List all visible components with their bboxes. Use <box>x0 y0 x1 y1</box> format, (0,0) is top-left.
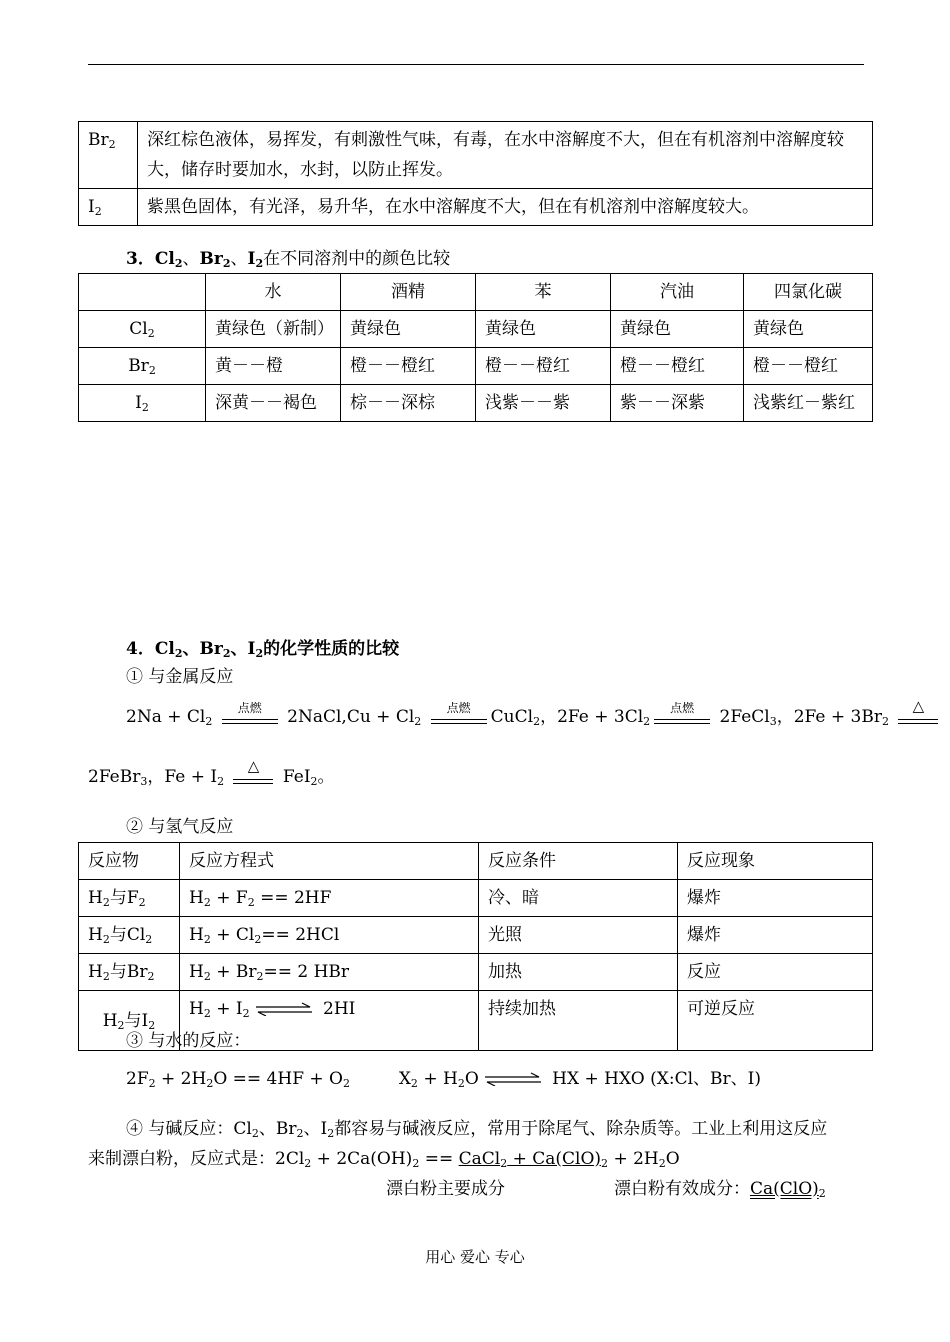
reactant-cell: $H_2$与$I_2$ <box>79 991 180 1051</box>
column-header: 四氯化碳 <box>744 274 873 311</box>
table-header-row <box>79 843 873 880</box>
condition-cell: 持续加热 <box>479 991 678 1051</box>
effective-component: 漂白粉有效成分：$Ca(ClO)_2$ <box>614 1179 826 1200</box>
phenomenon-cell: 爆炸 <box>678 880 873 917</box>
metal-reaction-title: ① 与金属反应 <box>126 667 234 687</box>
table-row <box>79 385 873 422</box>
header-rule <box>88 64 864 65</box>
reactant-cell: $H_2$与$Br_2$ <box>79 954 180 991</box>
water-equation-line: $2F_2 + 2H_2O == 4HF + O_2$ $X_2 + H_2O$ HX + HXO (X:Cl、Br、I) <box>126 1069 761 1090</box>
condition-cell: 冷、暗 <box>479 880 678 917</box>
equation-cell: $H_2 + Br_2== 2$ HBr <box>180 954 479 991</box>
empty-header-cell <box>79 274 206 311</box>
element-cell: $I_2$ <box>79 189 138 226</box>
column-header: 酒精 <box>341 274 476 311</box>
description-cell: 紫黑色固体，有光泽，易升华，在水中溶解度不大，但在有机溶剂中溶解度较大。 <box>138 189 873 226</box>
table-cell: 黄绿色 <box>476 311 611 348</box>
row-header: $I_2$ <box>79 385 206 422</box>
condition-dianran: 点燃 <box>654 705 710 725</box>
column-header: 反应物 <box>79 843 180 880</box>
table-row <box>79 122 873 189</box>
row-header: $Cl_2$ <box>79 311 206 348</box>
table-row <box>79 311 873 348</box>
table-row <box>79 189 873 226</box>
table-header-row <box>79 274 873 311</box>
solvent-color-table <box>78 273 873 422</box>
table-row <box>79 917 873 954</box>
column-header: 反应现象 <box>678 843 873 880</box>
table-cell: 橙－－橙红 <box>611 348 744 385</box>
table-row <box>79 348 873 385</box>
column-header: 反应条件 <box>479 843 678 880</box>
table-cell: 紫－－深紫 <box>611 385 744 422</box>
section-3-heading: 3．$Cl_2$、$Br_2$、$I_2$在不同溶剂中的颜色比较 <box>126 249 451 270</box>
table-cell: 黄绿色（新制） <box>206 311 341 348</box>
base-reaction-line-2: 来制漂白粉，反应式是：$2Cl_2 + 2Ca(OH)_2$ == CaCl$_2$ + $Ca(ClO)_2 + 2H_2O$ <box>88 1149 680 1170</box>
main-component-label: 漂白粉主要成分 <box>386 1179 505 1199</box>
condition-cell: 加热 <box>479 954 678 991</box>
table-row <box>79 954 873 991</box>
table-cell: 黄绿色 <box>611 311 744 348</box>
table-cell: 浅紫－－紫 <box>476 385 611 422</box>
description-cell: 深红棕色液体，易挥发，有刺激性气味，有毒，在水中溶解度不大，但在有机溶剂中溶解度较大，储存时要加水，水封，以防止挥发。 <box>138 122 873 189</box>
table-cell: 黄绿色 <box>341 311 476 348</box>
base-reaction-line-1: ④ 与碱反应：$Cl_2$、$Br_2$、$I_2$都容易与碱液反应，常用于除尾气、除杂质等。工业上利用这反应 <box>126 1119 828 1140</box>
condition-heat: △ <box>898 705 938 725</box>
equation-cell: $H_2 + I_2$ 2HI <box>180 991 479 1051</box>
phenomenon-cell: 爆炸 <box>678 917 873 954</box>
table-cell: 深黄－－褐色 <box>206 385 341 422</box>
table-cell: 橙－－橙红 <box>341 348 476 385</box>
row-header: $Br_2$ <box>79 348 206 385</box>
column-header: 汽油 <box>611 274 744 311</box>
condition-dianran: 点燃 <box>431 705 487 725</box>
page-footer: 用心 爱心 专心 <box>425 1248 525 1266</box>
table-cell: 浅紫红－紫红 <box>744 385 873 422</box>
condition-dianran: 点燃 <box>222 705 278 725</box>
reactant-cell: $H_2$与$F_2$ <box>79 880 180 917</box>
column-header: 水 <box>206 274 341 311</box>
hydrogen-reaction-title: ② 与氢气反应 <box>126 817 234 837</box>
element-cell: $Br_2$ <box>79 122 138 189</box>
reversible-arrow-icon <box>485 1072 541 1086</box>
reactant-cell: $H_2$与$Cl_2$ <box>79 917 180 954</box>
halogen-property-table <box>78 121 873 226</box>
reversible-arrow-icon <box>256 1002 312 1016</box>
column-header: 苯 <box>476 274 611 311</box>
phenomenon-cell: 反应 <box>678 954 873 991</box>
table-cell: 黄－－橙 <box>206 348 341 385</box>
condition-heat: △ <box>233 765 273 785</box>
equation-cell: $H_2 + F_2 == 2HF$ <box>180 880 479 917</box>
effective-component-formula: $Ca(ClO)_2$ <box>750 1179 826 1200</box>
water-reaction-title: ③ 与水的反应： <box>126 1031 251 1051</box>
equation-cell: $H_2 + Cl_2== 2HCl$ <box>180 917 479 954</box>
column-header: 反应方程式 <box>180 843 479 880</box>
table-cell: 橙－－橙红 <box>744 348 873 385</box>
table-cell: 橙－－橙红 <box>476 348 611 385</box>
table-cell: 黄绿色 <box>744 311 873 348</box>
hydrogen-reaction-table <box>78 842 873 1051</box>
metal-equation-line-1: $2Na + Cl_2$ 点燃 2NaCl,Cu + $Cl_2$ 点燃 CuCl$_2$，$2Fe + 3Cl_2$ 点燃 2FeCl$_3$，$2Fe + 3Br_2$ △ <box>126 704 942 730</box>
main-component-formula: CaCl$_2$ + $Ca(ClO)_2$ <box>458 1149 609 1170</box>
table-cell: 棕－－深棕 <box>341 385 476 422</box>
condition-cell: 光照 <box>479 917 678 954</box>
table-row <box>79 880 873 917</box>
phenomenon-cell: 可逆反应 <box>678 991 873 1051</box>
section-4-heading: 4．$Cl_2$、$Br_2$、$I_2$的化学性质的比较 <box>126 639 400 660</box>
metal-equation-line-2: 2FeBr$_3$，$Fe + I_2$ △ FeI$_2$。 <box>88 757 335 788</box>
